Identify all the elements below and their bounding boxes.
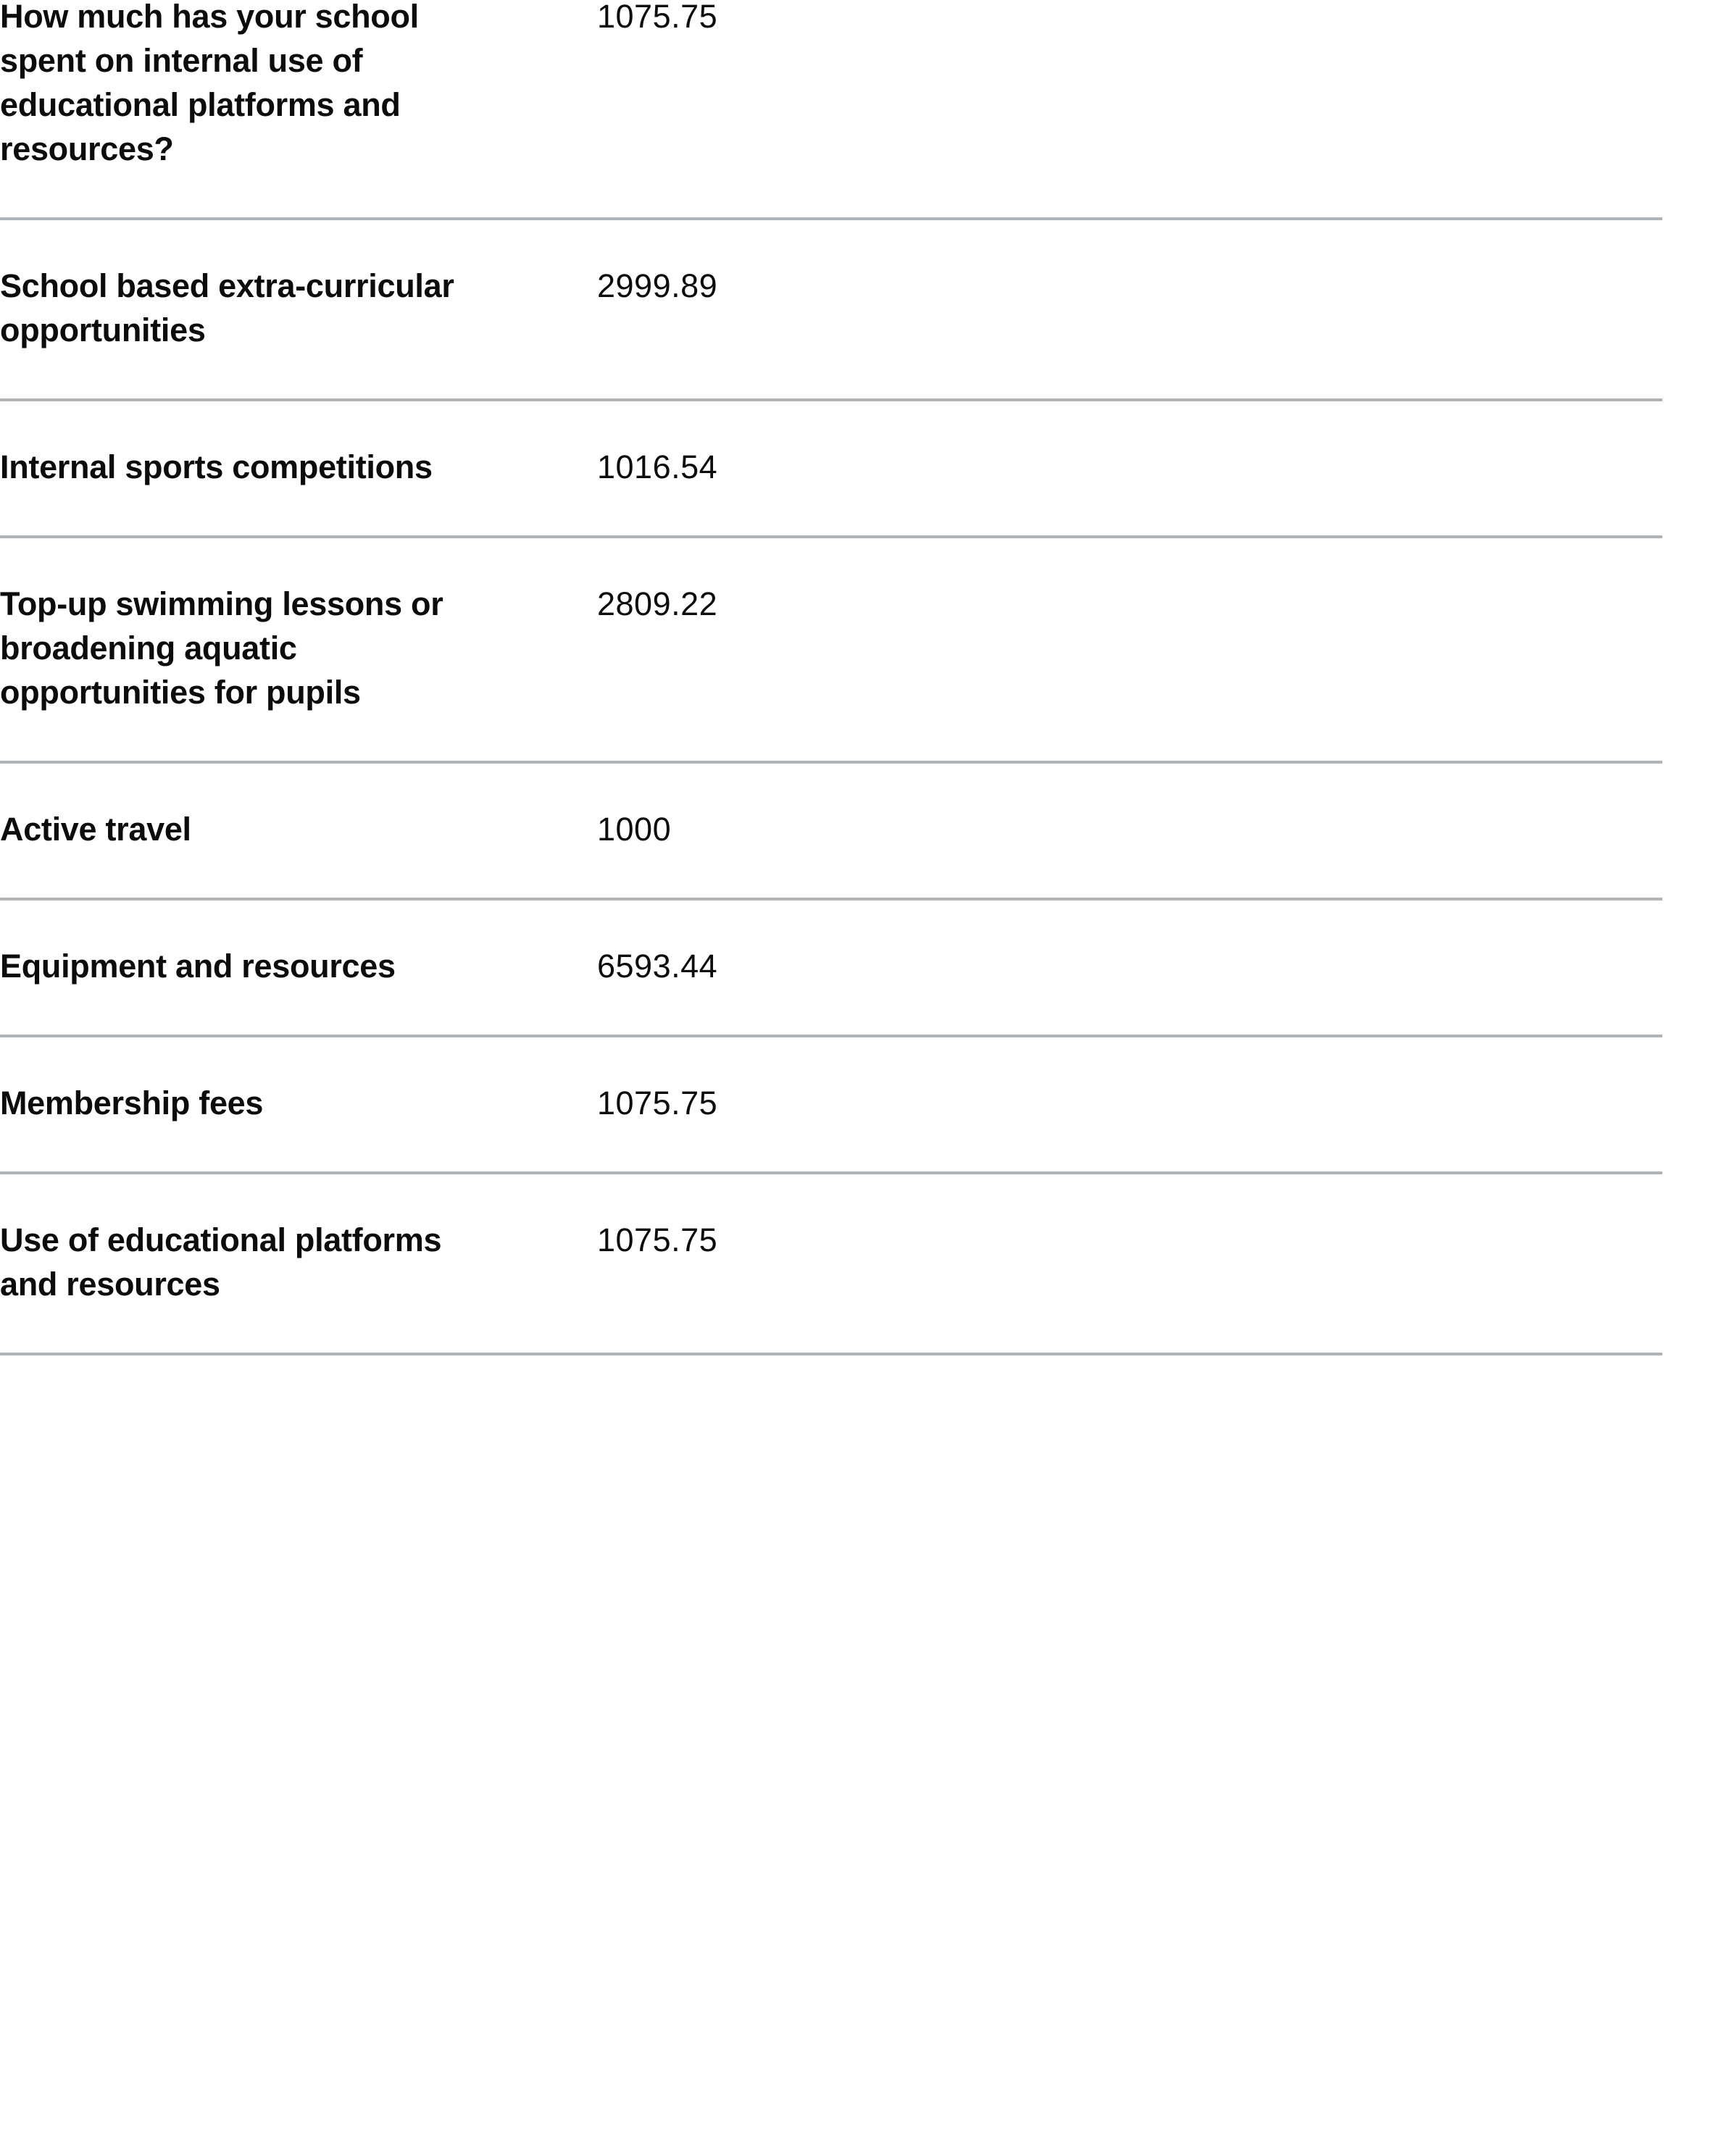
summary-key: School based extra-curricular opportunities [0, 267, 454, 348]
summary-row-equipment [0, 944, 1662, 1037]
summary-row-internal-sports [0, 445, 1662, 538]
summary-key: Active travel [0, 811, 191, 848]
summary-row-internal-educational-platforms [0, 0, 1662, 220]
summary-row-extra-curricular [0, 264, 1662, 401]
summary-row-active-travel [0, 807, 1662, 901]
summary-value: 2999.89 [597, 267, 718, 304]
summary-value: 1075.75 [597, 0, 718, 35]
summary-key: Equipment and resources [0, 948, 396, 985]
summary-row-educational-platforms [0, 1218, 1662, 1355]
summary-value: 1075.75 [597, 1085, 718, 1121]
summary-value: 6593.44 [597, 948, 718, 985]
summary-row-swimming [0, 582, 1662, 764]
summary-value: 1016.54 [597, 448, 718, 485]
summary-value: 1075.75 [597, 1221, 718, 1258]
summary-value: 2809.22 [597, 585, 718, 622]
summary-key: How much has your school spent on internal use of educational platforms and resources? [0, 0, 419, 167]
summary-key: Membership fees [0, 1085, 264, 1121]
summary-row-membership-fees [0, 1081, 1662, 1174]
summary-key: Use of educational platforms and resources [0, 1221, 442, 1303]
summary-key: Top-up swimming lessons or broadening aquatic opportunities for pupils [0, 585, 443, 711]
summary-value: 1000 [597, 811, 672, 848]
summary-key: Internal sports competitions [0, 448, 433, 485]
